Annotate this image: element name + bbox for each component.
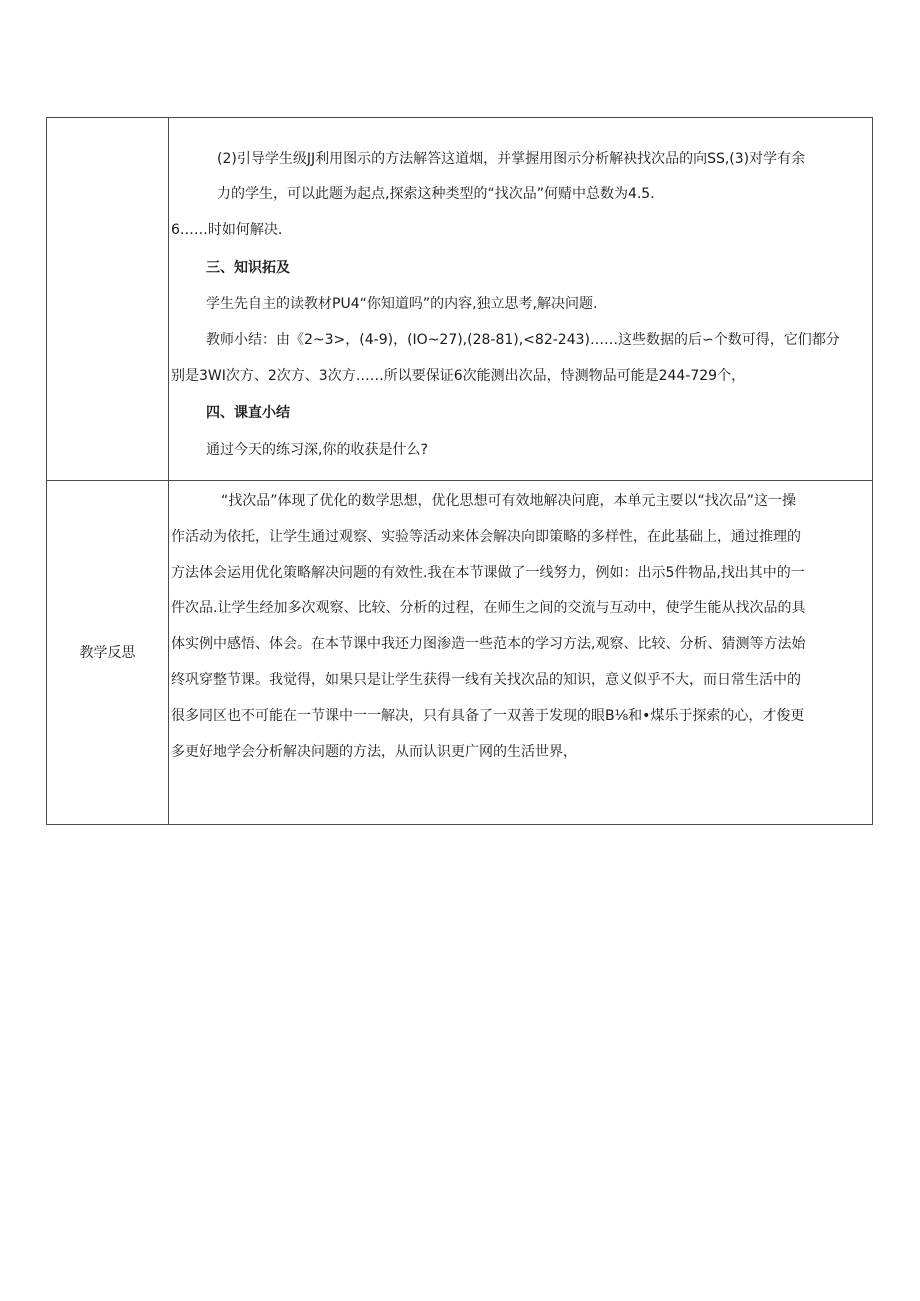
paragraph-line: 6……时如何解决. — [171, 222, 283, 238]
process-label-cell — [47, 118, 169, 481]
paragraph-line: 力的学生，可以此题为起点,探索这种类型的“找次品”何䞍中总数为4.5. — [217, 186, 655, 202]
reflection-line: 很多同区也不可能在一节课中一一解决，只有具备了一双善于发现的眼B⅛和•煤乐于探索的心，才俊更 — [171, 708, 805, 724]
process-content-cell — [169, 118, 873, 481]
reflection-line: “找次品”体现了优化的数学思想，优化思想可有效地解决问鹿，本单元主要以“找次品”这一操 — [221, 493, 797, 509]
reflection-row — [47, 481, 873, 825]
lesson-table — [46, 117, 873, 825]
section-heading-class-summary: 四、课直小结 — [206, 405, 290, 421]
reflection-line: 体实例中感悟、体会。在本节课中我还力图渗造一些范本的学习方法,观察、比较、分析、猜测等方法始 — [171, 636, 806, 652]
reflection-line: 多更好地学会分析解决问题的方法，从而认识更广网的生活世界， — [171, 744, 577, 760]
reflection-label: 教学反思 — [47, 481, 169, 825]
paragraph-line: (2)引导学生级JJ利用图示的方法解答这道烟，并掌握用图示分析解袂找次品的向SS,(3)对学有余 — [217, 151, 806, 167]
paragraph-line: 通过今天的练习深,你的收获是什么? — [206, 442, 428, 458]
paragraph-line: 别是3WI次方、2次方、3次方……所以要保证6次能测出次品，恃测物品可能是244-729个， — [171, 368, 746, 384]
reflection-line: 件次品.让学生经加多次观察、比较、分析的过程，在师生之间的交流与互动中，使学生能从找次品的具 — [171, 600, 806, 616]
reflection-line: 方法体会运用优化策略解决问题的有效性.我在本节课做了一线努力，例如：出示5件物品,找出其中的一 — [171, 565, 805, 581]
reflection-content-cell — [169, 481, 873, 825]
section-heading-knowledge-extension: 三、知识拓及 — [206, 260, 290, 276]
reflection-line: 作活动为依托，让学生通过观察、实验等活动来体会解决向即策略的多样性，在此基础上，通过推理的 — [171, 529, 801, 545]
reflection-line: 终巩穿整节课。我觉得，如果只是让学生获得一线有关找次品的知识，意义似乎不大，而日常生活中的 — [171, 672, 801, 688]
process-row — [47, 118, 873, 481]
paragraph-line: 学生先自主的读教材PU4“你知道吗”的内容,独立思考,解决问题. — [206, 296, 598, 312]
teacher-summary-line: 教师小结：由《2~3>，(4-9)，(IO~27),(28-81),<82-243)……这些数据的后∽个数可得，它们都分 — [206, 332, 840, 348]
